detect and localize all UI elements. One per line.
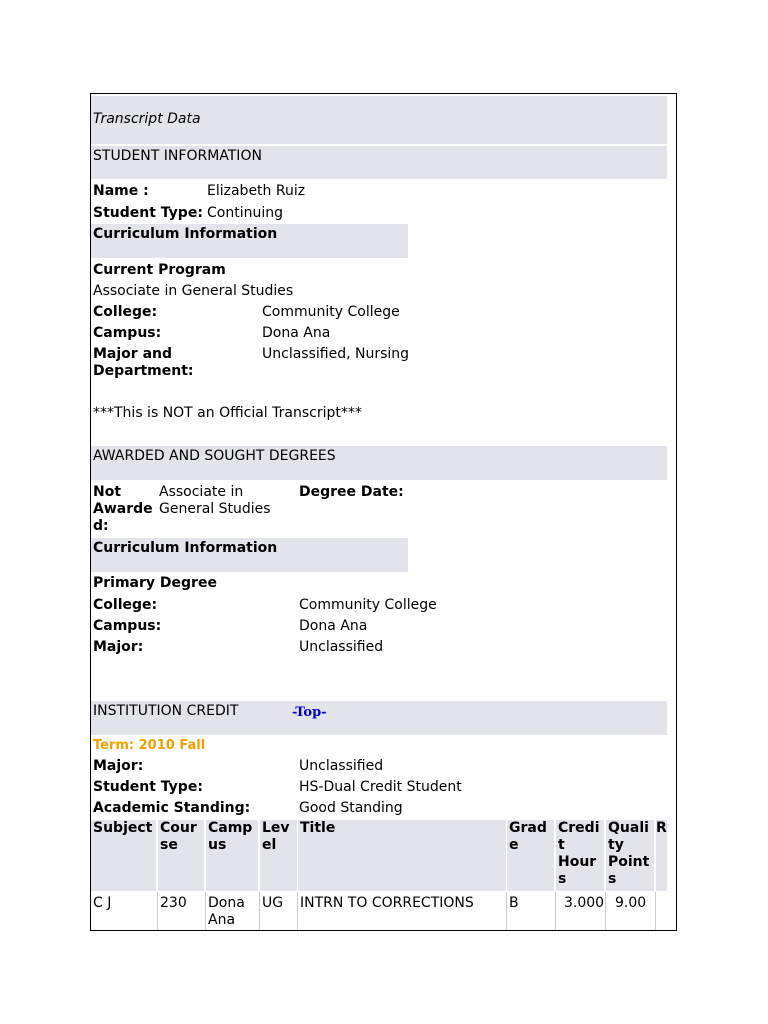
college-value-2: Community College [299, 597, 437, 613]
degree-status-line2: Awarde [93, 501, 153, 517]
col-header-grade-l2: e [509, 837, 519, 853]
name-value: Elizabeth Ruiz [207, 183, 306, 199]
cell-course: 230 [160, 895, 187, 911]
col-divider [555, 892, 556, 930]
college-label-2: College: [93, 597, 158, 613]
degrees-header: AWARDED AND SOUGHT DEGREES [93, 448, 336, 464]
student-type-label: Student Type: [93, 205, 203, 221]
col-header-quality-l1: Quali [608, 820, 649, 836]
col-header-campus [206, 820, 258, 891]
academic-standing-value: Good Standing [299, 800, 403, 816]
col-divider [506, 892, 507, 930]
col-header-quality-l3: Point [608, 854, 650, 870]
term-student-type-value: HS-Dual Credit Student [299, 779, 462, 795]
major-dept-label-line1: Major and [93, 346, 173, 362]
col-header-subject-l1: Subject [93, 820, 153, 836]
college-label-1: College: [93, 304, 158, 320]
col-header-r-l1: R [656, 820, 667, 836]
col-header-title-l1: Title [300, 820, 336, 836]
major-label-2: Major: [93, 639, 144, 655]
curriculum-header-1: Curriculum Information [93, 226, 278, 242]
cell-quality-points: 9.00 [615, 895, 647, 911]
name-label: Name : [93, 183, 149, 199]
col-header-credit-l4: s [558, 871, 567, 887]
top-link[interactable]: -Top- [292, 705, 327, 720]
major-dept-value: Unclassified, Nursing [262, 346, 410, 362]
major-value-2: Unclassified [299, 639, 384, 655]
col-header-credit-hours [556, 820, 604, 891]
campus-value-1: Dona Ana [262, 325, 331, 341]
col-header-quality-l2: ty [608, 837, 624, 853]
col-divider [655, 892, 656, 930]
page-title: Transcript Data [93, 111, 201, 127]
degree-status-line1: Not [93, 484, 122, 500]
term-major-label: Major: [93, 758, 144, 774]
campus-label-2: Campus: [93, 618, 162, 634]
col-header-level [260, 820, 297, 891]
campus-label-1: Campus: [93, 325, 162, 341]
current-program-label: Current Program [93, 262, 226, 278]
campus-value-2: Dona Ana [299, 618, 368, 634]
cell-campus-line2: Ana [208, 912, 236, 928]
unofficial-notice: ***This is NOT an Official Transcript*** [93, 405, 362, 421]
term-student-type-label: Student Type: [93, 779, 203, 795]
cell-grade: B [509, 895, 519, 911]
col-header-level-l1: Lev [262, 820, 290, 836]
primary-degree-label: Primary Degree [93, 575, 217, 591]
col-header-level-l2: el [262, 837, 277, 853]
major-dept-label-line2: Department: [93, 363, 194, 379]
term-major-value: Unclassified [299, 758, 384, 774]
col-header-grade-l1: Grad [509, 820, 547, 836]
cell-credit-hours: 3.000 [564, 895, 605, 911]
academic-standing-label: Academic Standing: [93, 800, 251, 816]
col-header-campus-l1: Camp [208, 820, 253, 836]
cell-subject: C J [93, 895, 112, 911]
curriculum-header-2: Curriculum Information [93, 540, 278, 556]
col-header-campus-l2: us [208, 837, 227, 853]
student-info-header: STUDENT INFORMATION [93, 148, 262, 164]
col-divider [205, 892, 206, 930]
col-header-title [298, 820, 506, 891]
degree-status-line3: d: [93, 518, 109, 534]
degree-name-line2: General Studies [159, 501, 271, 517]
term-label: Term: 2010 Fall [93, 738, 206, 753]
col-divider [297, 892, 298, 930]
current-program-value: Associate in General Studies [93, 283, 294, 299]
col-header-course-l2: se [160, 837, 178, 853]
cell-level: UG [262, 895, 284, 911]
cell-title: INTRN TO CORRECTIONS [300, 895, 474, 911]
col-header-credit-l1: Credi [558, 820, 600, 836]
col-header-course [158, 820, 204, 891]
col-header-grade [507, 820, 554, 891]
col-divider [605, 892, 606, 930]
col-header-credit-l2: t [558, 837, 565, 853]
col-divider [259, 892, 260, 930]
degree-date-label: Degree Date: [299, 484, 404, 500]
cell-campus-line1: Dona [208, 895, 245, 911]
col-header-quality-points [606, 820, 654, 891]
degree-name-line1: Associate in [159, 484, 244, 500]
col-header-subject [91, 820, 156, 891]
col-divider [157, 892, 158, 930]
col-header-quality-l4: s [608, 871, 617, 887]
institution-header: INSTITUTION CREDIT [93, 703, 239, 719]
col-header-course-l1: Cour [160, 820, 197, 836]
student-type-value: Continuing [207, 205, 283, 221]
col-header-credit-l3: Hour [558, 854, 597, 870]
col-header-r [656, 820, 667, 891]
college-value-1: Community College [262, 304, 400, 320]
